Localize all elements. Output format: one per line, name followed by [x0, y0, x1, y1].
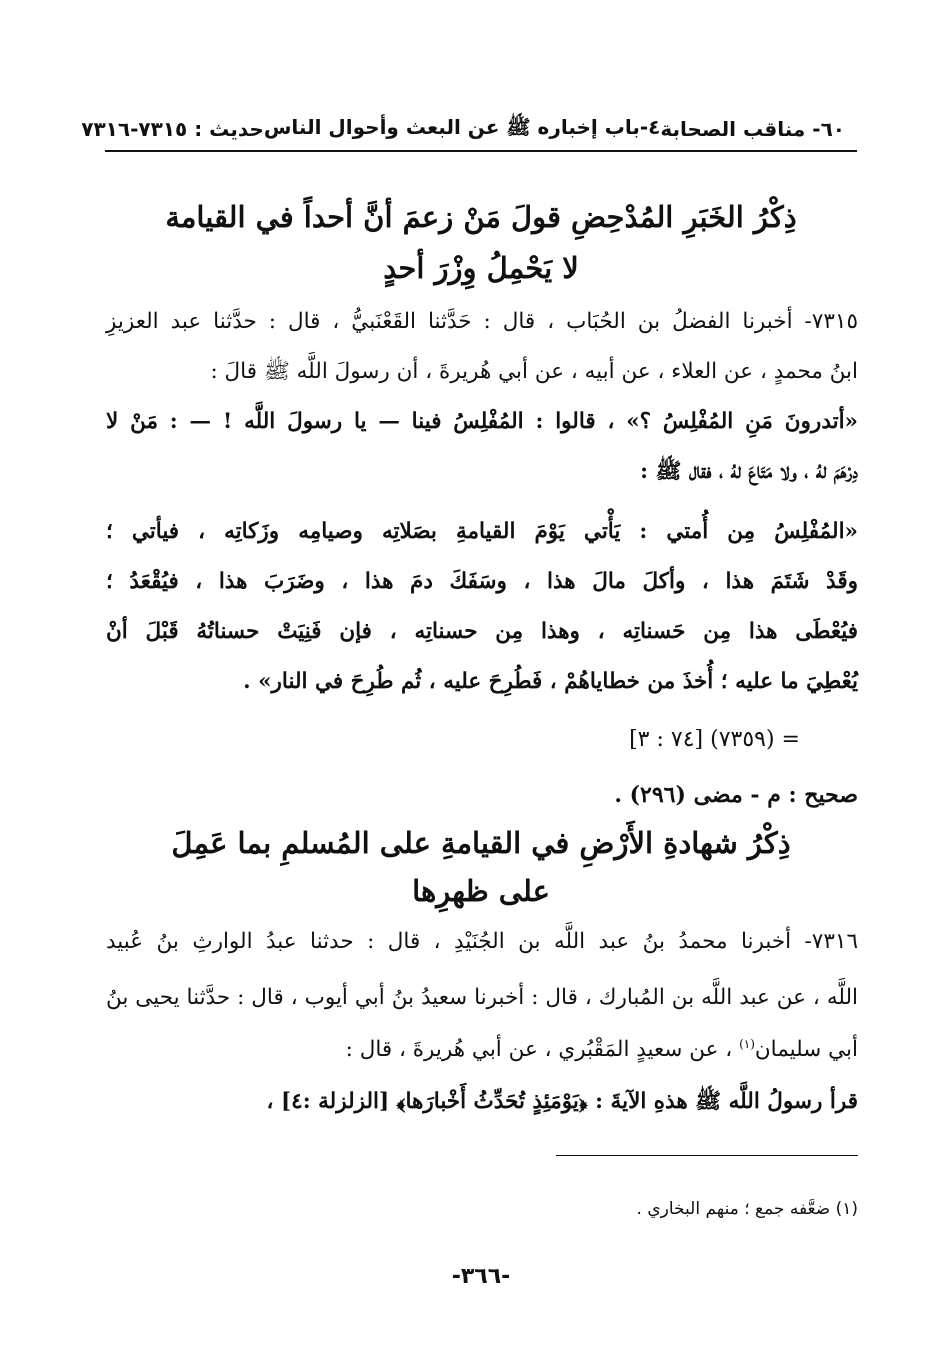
running-header — [81, 112, 845, 146]
header-book-title: ٦٠- مناقب الصحابة — [660, 117, 845, 141]
section-heading-2-line-2: على ظهرِها — [412, 874, 550, 908]
header-chapter-title: ٤-باب إخباره ﷺ عن البعث وأحوال الناس — [263, 114, 661, 139]
hadith-7315-line: ابنُ محمدٍ ، عن العلاء ، عن أبيه ، عن أبي هُريرةَ ، أن رسولَ اللَّه ﷺ قالَ : — [210, 359, 858, 384]
hadith-7316-line: اللَّه ، عن عبد اللَّه بن المُبارك ، قال : أخبرنا سعيدُ بنُ أبي أيوب ، قال : حدَّثنا يحيى بنُ — [106, 985, 858, 1010]
hadith-7315-line: وقَدْ شَتَمَ هذا ، وأكلَ مالَ هذا ، وسَفَكَ دمَ هذا ، وضَرَبَ هذا ، فيُقْعَدُ ؛ — [106, 569, 858, 594]
hadith-7316-line: قرأ رسولُ اللَّه ﷺ هذهِ الآيةَ : ﴿يَوْمَئِذٍ تُحَدِّثُ أَخْبارَها﴾ [الزلزلة :٤] ، — [266, 1089, 858, 1114]
footnote-marker: (١) — [739, 1036, 755, 1051]
hadith-7315-line: «أتدرونَ مَنِ المُفْلِسُ ؟» ، قالوا : المُفْلِسُ فينا — يا رسولَ اللَّه ! — : مَنْ لا — [106, 409, 858, 434]
hadith-7315-line: فيُعْطَى هذا مِن حَسناتِه ، وهذا مِن حسناتِه ، فإن فَنِيَتْ حسناتُهُ قَبْلَ أنْ — [106, 619, 858, 644]
header-hadith-range: حديث : ٧٣١٥-٧٣١٦ — [81, 117, 264, 141]
narrator-name: أبي سليمان — [754, 1037, 858, 1062]
footnote-rule — [556, 1155, 858, 1156]
section-heading-1-line-2: لا يَحْمِلُ وِزْرَ أحدٍ — [383, 251, 579, 285]
page-number: -٣٦٦- — [451, 1264, 511, 1289]
hadith-7315-line: ٧٣١٥- أخبرنا الفضلُ بن الحُبَاب ، قال : حَدَّثنا القَعْنَبيُّ ، قال : حدَّثنا عبد العزيزِ — [106, 309, 858, 334]
footnote: (١) ضعَّفه جمع ؛ منهم البخاري . — [636, 1199, 858, 1219]
hadith-7316-line-3: أبي سليمان$^{(١)}$ ، عن سعيدٍ المَقْبُري ، عن أبي هُريرةَ ، قال : — [345, 1036, 858, 1062]
hadith-7315-line: دِرْهَمَ لهُ ، ولا مَتَاعَ لهُ ، فقال ﷺ : — [640, 459, 858, 484]
hadith-7316-line: ٧٣١٦- أخبرنا محمدُ بنُ عبد اللَّه بن الجُنَيْدِ ، قال : حدثنا عبدُ الوارثِ بنُ عُبيد — [106, 929, 858, 954]
hadith-grading: صحيح : م - مضى (٢٩٦) . — [614, 782, 858, 808]
section-heading-1-line-1: ذِكْرُ الخَبَرِ المُدْحِضِ قولَ مَنْ زعمَ أنَّ أحداً في القيامة — [165, 200, 797, 234]
section-heading-2-line-1: ذِكْرُ شهادةِ الأَرْضِ في القيامةِ على المُسلمِ بما عَمِلَ — [171, 826, 791, 860]
hadith-7316-line-3-rest: عن سعيدٍ المَقْبُري ، عن أبي هُريرةَ ، قال : — [345, 1037, 719, 1062]
cross-reference: = (٧٣٥٩) [٧٤ : ٣] — [629, 727, 800, 752]
hadith-7315-line: «المُفْلِسُ مِن أُمتي : يَأْتي يَوْمَ القيامةِ بصَلاتِه وصيامِه وزَكاتِه ، فيأتي ؛ — [106, 519, 858, 544]
header-rule — [105, 150, 857, 152]
hadith-7315-line: يُعْطِيَ ما عليه ؛ أُخذَ من خطاياهُمْ ، فَطُرِحَ عليه ، ثُم طُرِحَ في النار» . — [243, 669, 858, 694]
